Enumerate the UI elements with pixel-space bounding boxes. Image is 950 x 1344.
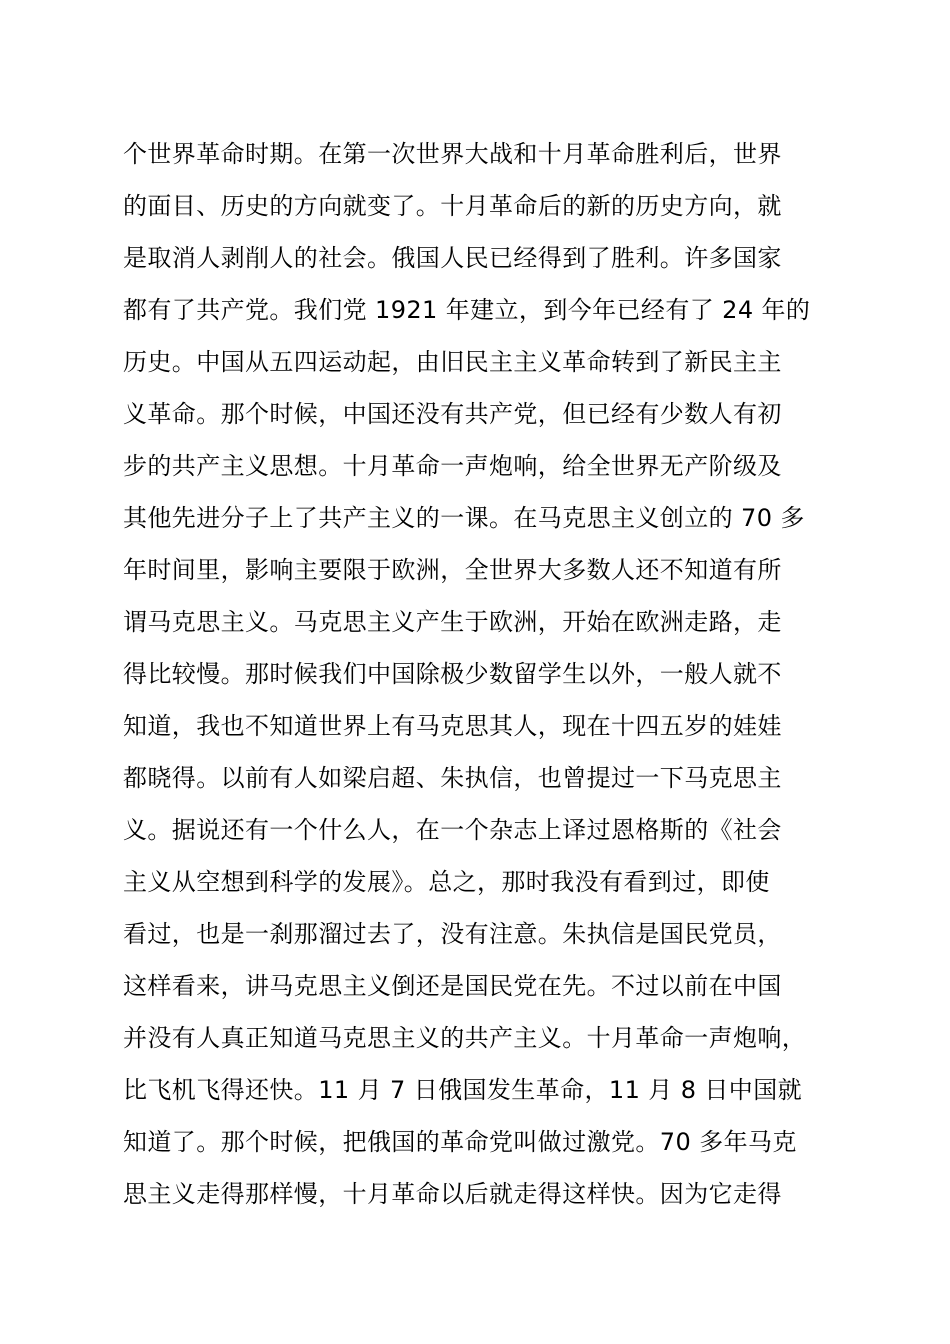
- text-line: 得比较慢。那时候我们中国除极少数留学生以外，一般人就不: [123, 660, 782, 688]
- text-line: 思主义走得那样慢，十月革命以后就走得这样快。因为它走得: [123, 1180, 782, 1208]
- text-line: 都晓得。以前有人如梁启超、朱执信，也曾提过一下马克思主: [123, 764, 782, 792]
- text-line: 这样看来，讲马克思主义倒还是国民党在先。不过以前在中国: [123, 972, 782, 1000]
- text-line: 主义从空想到科学的发展》。总之，那时我没有看到过，即使: [123, 868, 770, 896]
- text-line: 是取消人剥削人的社会。俄国人民已经得到了胜利。许多国家: [123, 244, 782, 272]
- text-line: 谓马克思主义。马克思主义产生于欧洲，开始在欧洲走路，走: [123, 608, 782, 636]
- text-line: 步的共产主义思想。十月革命一声炮响，给全世界无产阶级及: [123, 452, 782, 480]
- body-text: [123, 128, 883, 1220]
- text-line: 比飞机飞得还快。11 月 7 日俄国发生革命，11 月 8 日中国就: [123, 1076, 802, 1104]
- text-line: 义革命。那个时候，中国还没有共产党，但已经有少数人有初: [123, 400, 782, 428]
- text-line: 历史。中国从五四运动起，由旧民主主义革命转到了新民主主: [123, 348, 782, 376]
- text-line: 并没有人真正知道马克思主义的共产主义。十月革命一声炮响，: [123, 1024, 807, 1052]
- text-line: 都有了共产党。我们党 1921 年建立，到今年已经有了 24 年的: [123, 296, 811, 324]
- text-line: 义。据说还有一个什么人，在一个杂志上译过恩格斯的《社会: [123, 816, 782, 844]
- text-line: 的面目、历史的方向就变了。十月革命后的新的历史方向，就: [123, 192, 782, 220]
- text-line: 个世界革命时期。在第一次世界大战和十月革命胜利后，世界: [123, 140, 782, 168]
- text-line: 知道了。那个时候，把俄国的革命党叫做过激党。70 多年马克: [123, 1128, 797, 1156]
- text-line: 年时间里，影响主要限于欧洲，全世界大多数人还不知道有所: [123, 556, 782, 584]
- text-line: 知道，我也不知道世界上有马克思其人，现在十四五岁的娃娃: [123, 712, 782, 740]
- text-line: 看过，也是一刹那溜过去了，没有注意。朱执信是国民党员，: [123, 920, 782, 948]
- text-line: 其他先进分子上了共产主义的一课。在马克思主义创立的 70 多: [123, 504, 805, 532]
